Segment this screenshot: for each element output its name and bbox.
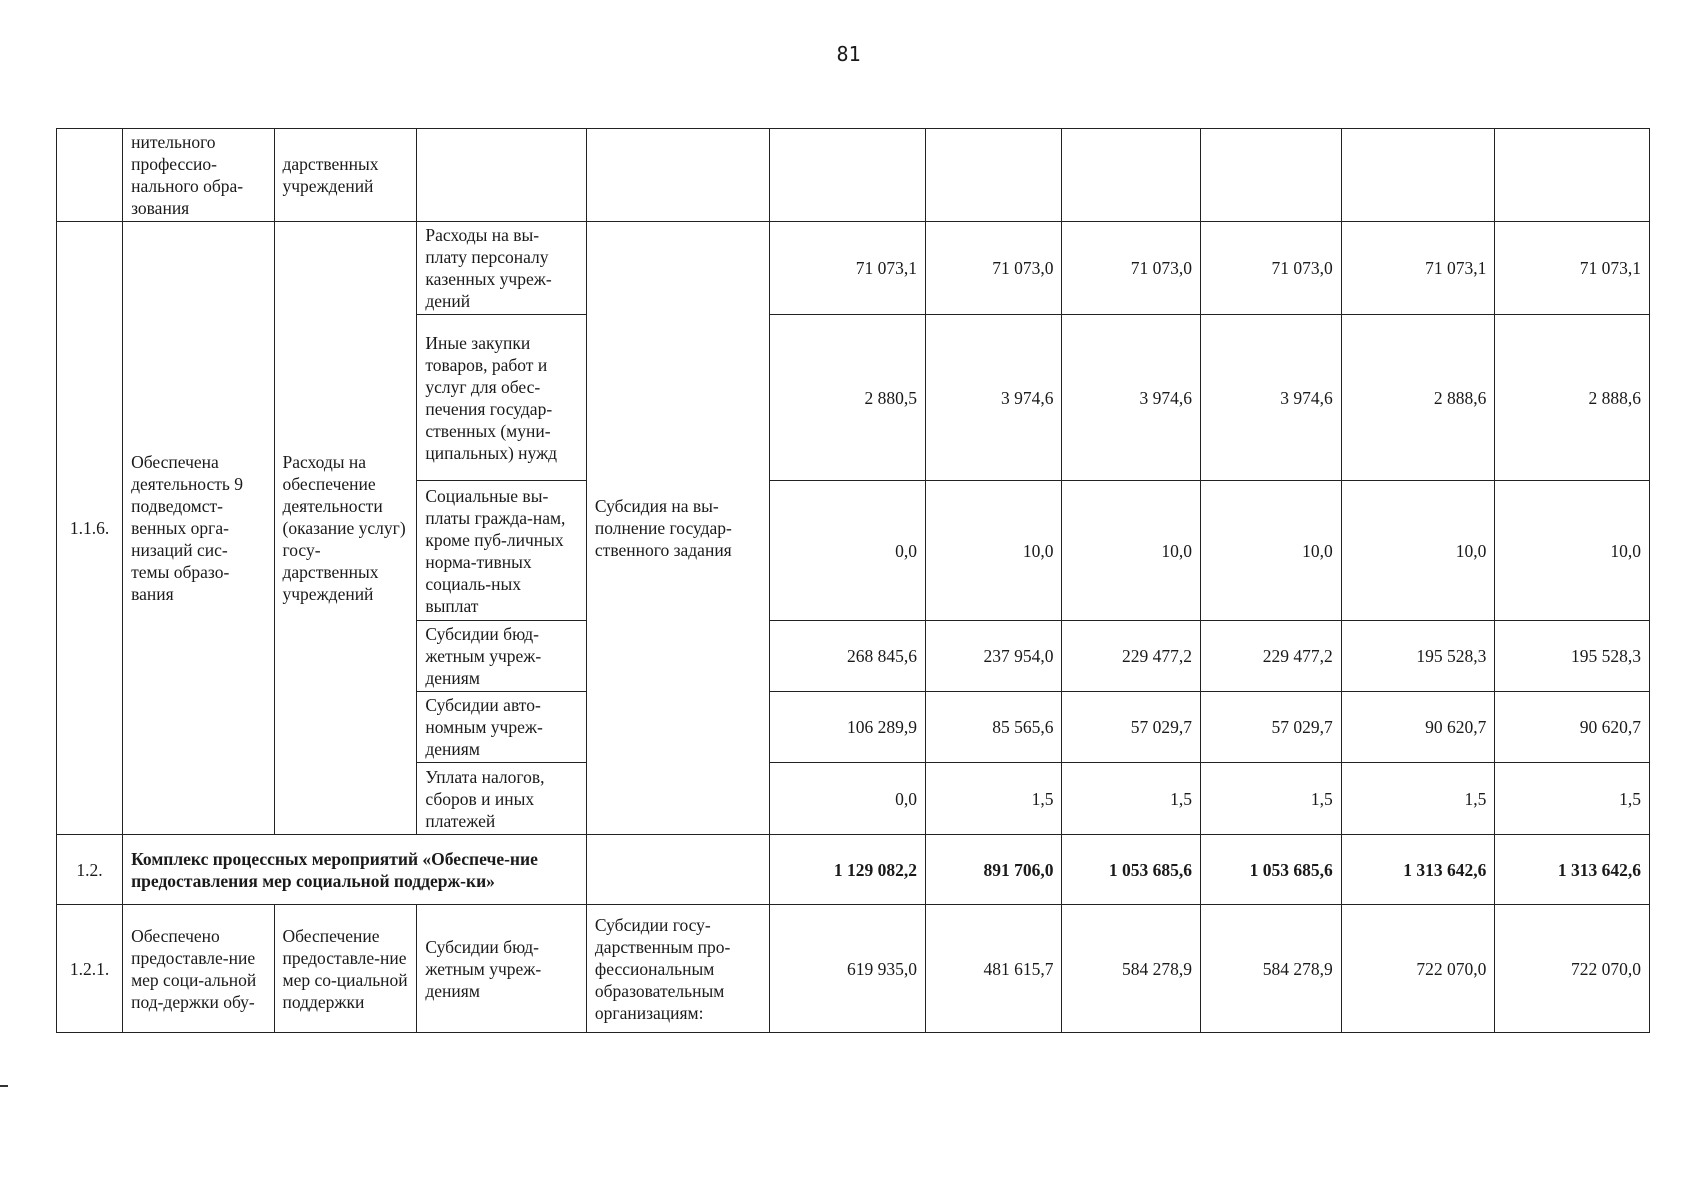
cell-value: 584 278,9 (1062, 905, 1201, 1033)
cell-value: 3 974,6 (925, 315, 1061, 481)
cell-value (925, 129, 1061, 222)
scan-edge-mark (0, 1085, 8, 1087)
cell-expense: Субсидии бюд-жетным учреж-дениям (417, 621, 587, 692)
cell-value: 229 477,2 (1201, 621, 1342, 692)
table-row (57, 905, 1650, 1033)
cell-value: 57 029,7 (1201, 692, 1342, 763)
cell-value: 10,0 (1201, 481, 1342, 621)
row-index: 1.1.6. (57, 222, 123, 835)
cell-value: 0,0 (770, 481, 926, 621)
cell-value: 584 278,9 (1201, 905, 1342, 1033)
cell-fund-type (586, 835, 769, 905)
cell-value: 481 615,7 (925, 905, 1061, 1033)
cell-expense: Субсидии бюд-жетным учреж-дениям (417, 905, 587, 1033)
cell-result: Обеспечено предоставле-ние мер соци-альной под-держки обу- (123, 905, 274, 1033)
cell-event: Расходы на обеспечение деятельности (оказание услуг) госу-дарственных учреждений (274, 222, 417, 835)
cell-value: 1 313 642,6 (1495, 835, 1650, 905)
cell-value: 722 070,0 (1495, 905, 1650, 1033)
cell-value: 195 528,3 (1341, 621, 1495, 692)
cell-value: 71 073,1 (1341, 222, 1495, 315)
cell-value: 10,0 (1495, 481, 1650, 621)
row-index: 1.2. (57, 835, 123, 905)
cell-value: 195 528,3 (1495, 621, 1650, 692)
cell-value: 71 073,1 (770, 222, 926, 315)
cell-value: 1,5 (1062, 763, 1201, 835)
row-index: 1.2.1. (57, 905, 123, 1033)
table-row-section-1-2 (57, 835, 1650, 905)
cell-value: 10,0 (1341, 481, 1495, 621)
cell-value: 891 706,0 (925, 835, 1061, 905)
cell-value: 3 974,6 (1201, 315, 1342, 481)
cell-value: 237 954,0 (925, 621, 1061, 692)
cell-value: 229 477,2 (1062, 621, 1201, 692)
budget-table (56, 128, 1650, 1033)
cell-value: 71 073,0 (925, 222, 1061, 315)
cell-value: 57 029,7 (1062, 692, 1201, 763)
cell-value: 2 880,5 (770, 315, 926, 481)
cell-value: 0,0 (770, 763, 926, 835)
cell-value: 1 053 685,6 (1062, 835, 1201, 905)
cell-fund-type (586, 129, 769, 222)
cell-value: 106 289,9 (770, 692, 926, 763)
cell-value (1341, 129, 1495, 222)
cell-value (1201, 129, 1342, 222)
cell-expense: Субсидии авто-номным учреж-дениям (417, 692, 587, 763)
cell-value: 1 053 685,6 (1201, 835, 1342, 905)
cell-value: 71 073,0 (1062, 222, 1201, 315)
cell-event: Обеспечение предоставле-ние мер со-циальной поддержки (274, 905, 417, 1033)
cell-index (57, 129, 123, 222)
cell-expense: Иные закупки товаров, работ и услуг для обес-печения государ-ственных (муни-ципальных) нужд (417, 315, 587, 481)
cell-value: 2 888,6 (1495, 315, 1650, 481)
cell-expense: Расходы на вы-плату персоналу казенных учреж-дений (417, 222, 587, 315)
cell-fund-type: Субсидии госу-дарственным про-фессиональным образовательным организациям: (586, 905, 769, 1033)
table-row-continuation (57, 129, 1650, 222)
cell-value: 90 620,7 (1495, 692, 1650, 763)
cell-value: 268 845,6 (770, 621, 926, 692)
cell-value: 85 565,6 (925, 692, 1061, 763)
section-title: Комплекс процессных мероприятий «Обеспече-ние предоставления мер социальной поддерж-ки» (123, 835, 587, 905)
cell-value: 3 974,6 (1062, 315, 1201, 481)
cell-value: 722 070,0 (1341, 905, 1495, 1033)
cell-value: 619 935,0 (770, 905, 926, 1033)
cell-expense: Уплата налогов, сборов и иных платежей (417, 763, 587, 835)
cell-value (1062, 129, 1201, 222)
cell-value (1495, 129, 1650, 222)
cell-value: 10,0 (1062, 481, 1201, 621)
cell-value: 1,5 (1495, 763, 1650, 835)
cell-value: 10,0 (925, 481, 1061, 621)
cell-value (770, 129, 926, 222)
cell-value: 1 129 082,2 (770, 835, 926, 905)
cell-value: 1,5 (925, 763, 1061, 835)
page-number: 81 (836, 42, 861, 66)
cell-result: Обеспечена деятельность 9 подведомст-венных орга-низаций сис-темы образо-вания (123, 222, 274, 835)
cell-value: 71 073,1 (1495, 222, 1650, 315)
cell-expense (417, 129, 587, 222)
cell-value: 1,5 (1341, 763, 1495, 835)
cell-value: 71 073,0 (1201, 222, 1342, 315)
cell-fund-type: Субсидия на вы-полнение государ-ственного задания (586, 222, 769, 835)
cell-value: 1,5 (1201, 763, 1342, 835)
cell-result: нительного профессио-нального обра-зования (123, 129, 274, 222)
table-row (57, 222, 1650, 315)
cell-value: 90 620,7 (1341, 692, 1495, 763)
cell-value: 2 888,6 (1341, 315, 1495, 481)
cell-value: 1 313 642,6 (1341, 835, 1495, 905)
cell-expense: Социальные вы-платы гражда-нам, кроме пуб-личных норма-тивных социаль-ных выплат (417, 481, 587, 621)
cell-event: дарственных учреждений (274, 129, 417, 222)
